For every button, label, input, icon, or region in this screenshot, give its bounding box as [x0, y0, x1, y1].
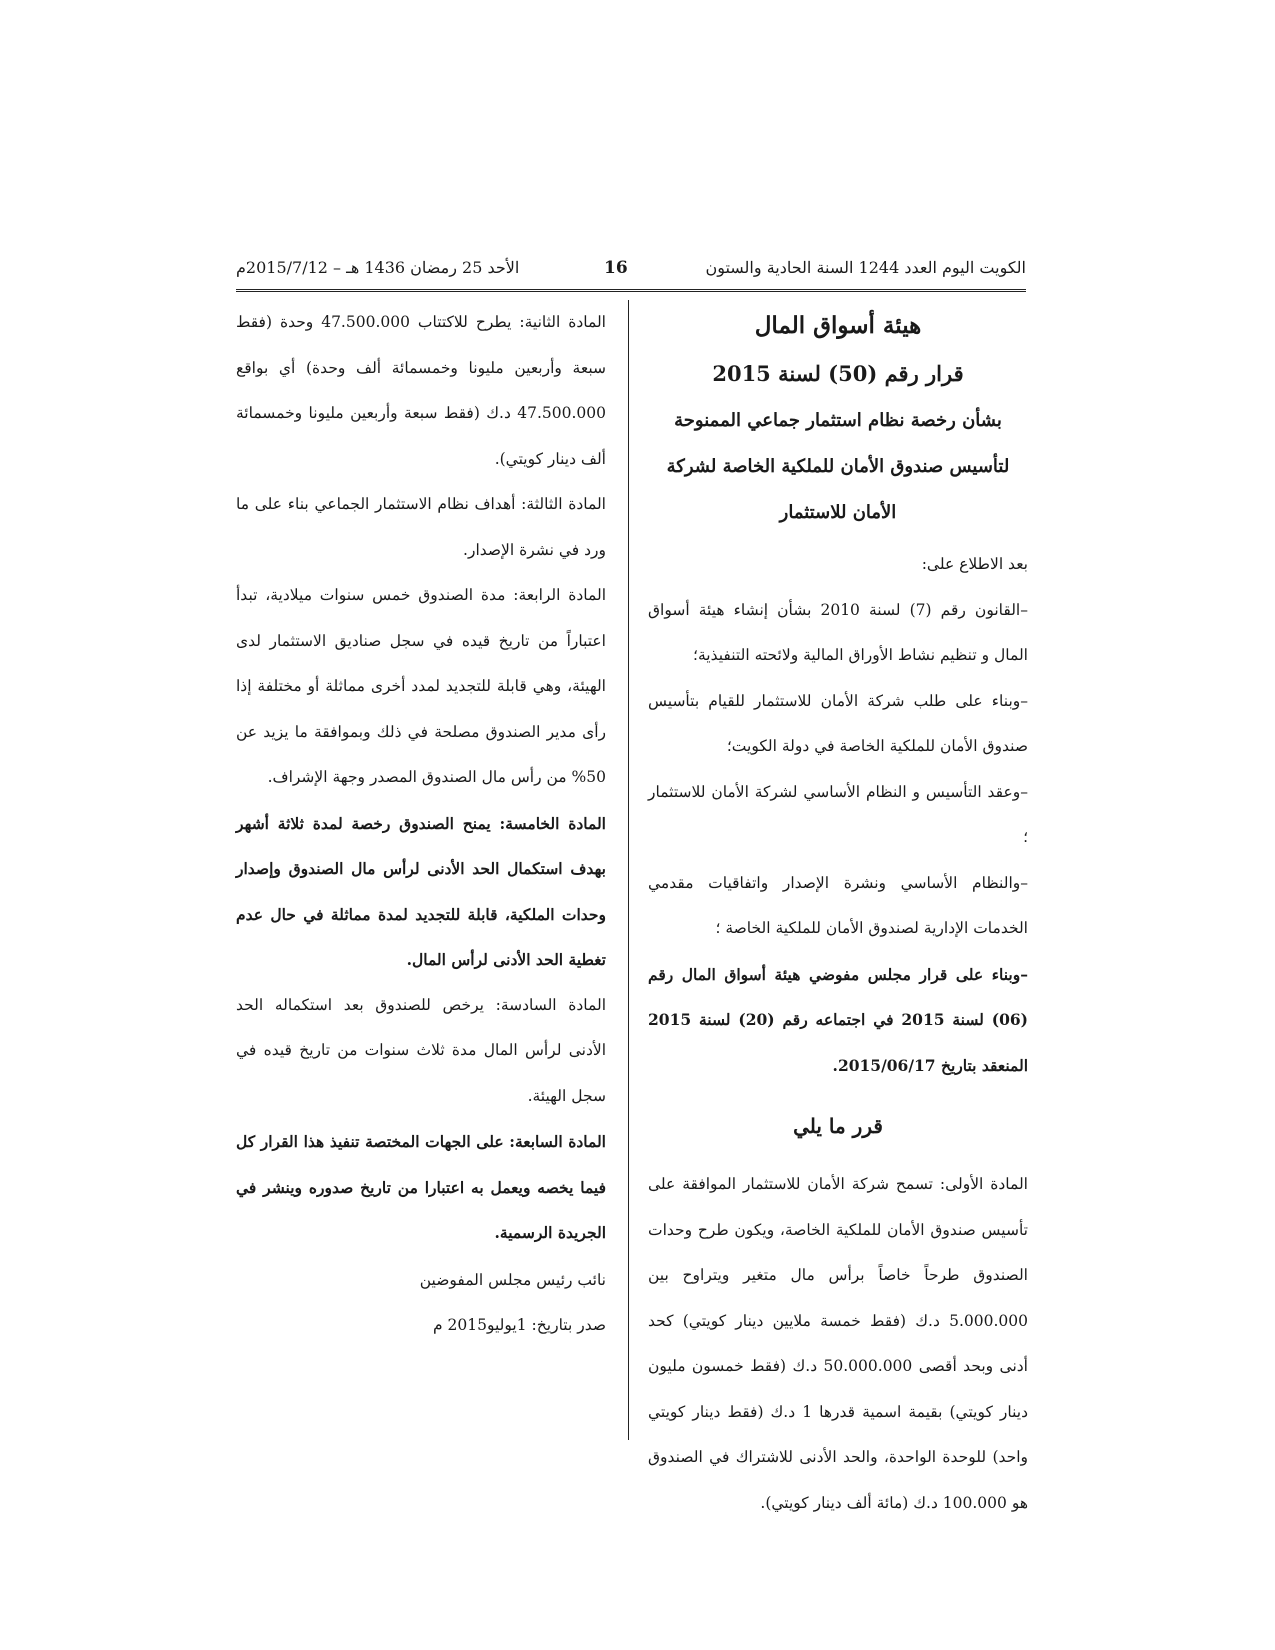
issue-date-line: صدر بتاريخ: 1يوليو2015 م: [433, 1316, 606, 1334]
recitals-intro: بعد الاطلاع على:: [921, 555, 1028, 573]
article-1: المادة الأولى: تسمح شركة الأمان للاستثمار الموافقة على تأسيس صندوق الأمان للملكية الخاصة، ويكون طرح وحدات الصندوق طرحاً خاصاً برأس مال متغير ويتراوح بين 5.000.000 د.ك (فقط خمسة ملايين دينار كويتي) كحد أدنى وبحد أقصى 50.000.000 د.ك (فقط خمسون مليون دينار كويتي) بقيمة اسمية قدرها 1 د.ك (فقط دينار كويتي واحد) للوحدة الواحدة، والحد الأدنى للاشتراك في الصندوق هو 100.000 د.ك (مائة ألف دينار كويتي).: [648, 1175, 1028, 1512]
article-4: المادة الرابعة: مدة الصندوق خمس سنوات ميلادية، تبدأ اعتباراً من تاريخ قيده في سجل صناديق الاستثمار لدى الهيئة، وهي قابلة للتجديد لمدد أخرى مماثلة أو مختلفة إذا رأى مدير الصندوق مصلحة في ذلك وبموافقة ما يزيد عن 50% من رأس مال الصندوق المصدر وجهة الإشراف.: [236, 586, 606, 786]
decision-title-block: [648, 302, 1028, 536]
article-2: المادة الثانية: يطرح للاكتتاب 47.500.000 وحدة (فقط سبعة وأربعين مليونا وخمسمائة ألف وحدة) أي بواقع 47.500.000 د.ك (فقط سبعة وأربعين مليونا وخمسمائة ألف دينار كويتي).: [236, 313, 606, 468]
signatory-title: نائب رئيس مجلس المفوضين: [419, 1270, 606, 1289]
column-divider: [628, 300, 629, 1440]
page-number: 16: [604, 258, 628, 278]
authority-name: هيئة أسواق المال: [754, 312, 922, 339]
recital-law: –القانون رقم (7) لسنة 2010 بشأن إنشاء هيئة أسواق المال و تنظيم نشاط الأوراق المالية ولائحته التنفيذية؛: [648, 600, 1028, 664]
decision-number: قرار رقم (50) لسنة 2015: [712, 361, 964, 386]
article-3: المادة الثالثة: أهداف نظام الاستثمار الجماعي بناء على ما ورد في نشرة الإصدار.: [236, 495, 606, 559]
article-7: المادة السابعة: على الجهات المختصة تنفيذ هذا القرار كل فيما يخصه ويعمل به اعتبارا من تاريخ صدوره وينشر في الجريدة الرسمية.: [236, 1132, 606, 1242]
right-column: [648, 302, 1028, 1526]
header-double-rule: [236, 289, 1026, 292]
article-5: المادة الخامسة: يمنح الصندوق رخصة لمدة ثلاثة أشهر بهدف استكمال الحد الأدنى لرأس مال الصندوق وإصدار وحدات الملكية، قابلة للتجديد لمدة مماثلة في حال عدم تغطية الحد الأدنى لرأس المال.: [236, 813, 606, 969]
article-6: المادة السادسة: يرخص للصندوق بعد استكماله الحد الأدنى لرأس المال مدة ثلاث سنوات من تاريخ قيده في سجل الهيئة.: [236, 995, 606, 1105]
decree-heading: قرر ما يلي: [793, 1114, 883, 1138]
page-header: [236, 258, 1026, 288]
recital-articles: –وعقد التأسيس و النظام الأساسي لشركة الأمان للاستثمار ؛: [648, 782, 1028, 846]
issue-date: الأحد 25 رمضان 1436 هـ – 2015/7/12م: [236, 258, 520, 277]
journal-issue-label: الكويت اليوم العدد 1244 السنة الحادية والستون: [705, 258, 1026, 277]
subject-line-2: لتأسيس صندوق الأمان للملكية الخاصة لشركة: [666, 456, 1010, 477]
recital-prospectus: –والنظام الأساسي ونشرة الإصدار واتفاقيات مقدمي الخدمات الإدارية لصندوق الأمان للملكية الخاصة ؛: [648, 873, 1028, 937]
recital-board-decision: –وبناء على قرار مجلس مفوضي هيئة أسواق المال رقم (06) لسنة 2015 في اجتماعه رقم (20) لسنة 2015 المنعقد بتاريخ 2015/06/17.: [648, 964, 1029, 1075]
subject-line-3: الأمان للاستثمار: [779, 502, 897, 523]
recital-request: –وبناء على طلب شركة الأمان للاستثمار للقيام بتأسيس صندوق الأمان للملكية الخاصة في دولة الكويت؛: [648, 691, 1028, 755]
subject-line-1: بشأن رخصة نظام استثمار جماعي الممنوحة: [674, 410, 1002, 431]
left-column: [236, 300, 606, 1349]
